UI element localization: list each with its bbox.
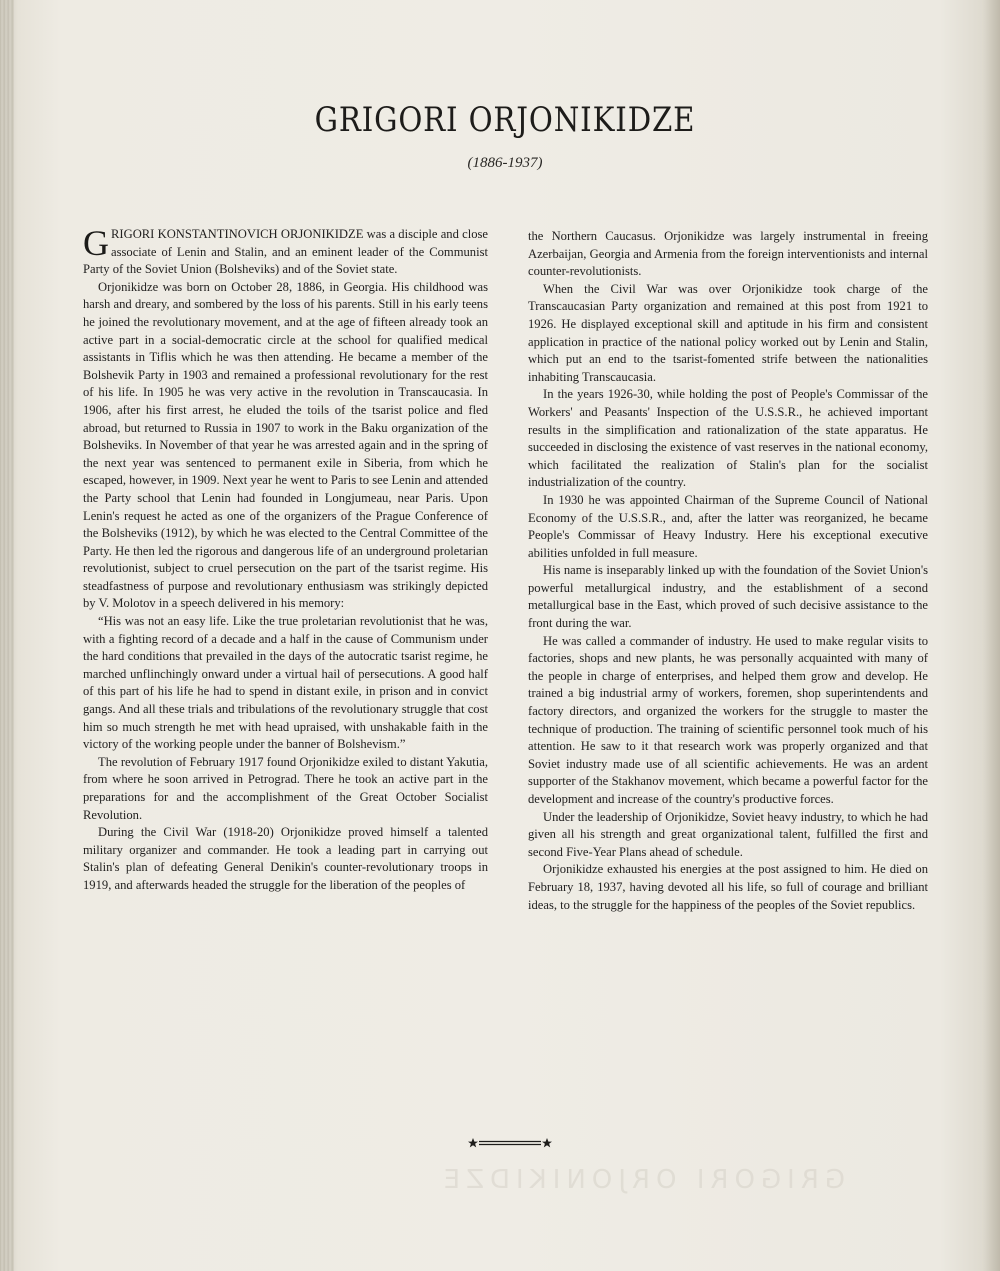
intro-text: RIGORI KONSTANTINOVICH ORJONIKIDZE was a disciple and close associate of Lenin and Stalin, and an eminent leader of the Communist Party of the Soviet Union (Bolsheviks) and of the Soviet state. bbox=[83, 227, 488, 277]
body-paragraph: In the years 1926-30, while holding the post of People's Commissar of the Workers' and Peasants' Inspection of the U.S.S.R., he achieved important results in the simplification and rationalization of the state apparatus. He succeeded in disclosing the existence of vast reserves in the national economy, which facilitated the realization of Stalin's plan for the socialist industrialization of the country. bbox=[528, 387, 928, 490]
body-paragraph: Orjonikidze exhausted his energies at the post assigned to him. He died on February 18, 1937, having devoted all his life, so full of courage and brilliant ideas, to the struggle for the happiness of the peoples of the Soviet republics. bbox=[528, 862, 928, 912]
star-rule-ornament bbox=[468, 1136, 552, 1150]
life-dates: (1886-1937) bbox=[467, 155, 543, 171]
body-paragraph: The revolution of February 1917 found Orjonikidze exiled to distant Yakutia, from where he soon arrived in Petrograd. There he took an active part in the preparations for and the accomplishment of the Great October Socialist Revolution. bbox=[83, 754, 488, 822]
body-paragraph: He was called a commander of industry. He used to make regular visits to factories, shops and new plants, he was personally acquainted with many of the people in charge of enterprises, and helped them grow and develop. He trained a big industrial army of workers, foremen, shop superintendents and factory directors, and organized the workers for the struggle to master the technique of production. The training of scientific personnel took much of his attention. He saw to it that research work was properly organized and that Soviet industry made use of all scientific achievements. He was an ardent supporter of the Stakhanov movement, which became a powerful factor for the development and increase of the country's productive forces. bbox=[528, 633, 928, 806]
bleed-through-text: GRIGORI ORJONIKIDZE bbox=[437, 1165, 845, 1195]
left-column bbox=[83, 223, 488, 895]
right-column bbox=[528, 228, 928, 914]
body-paragraph: During the Civil War (1918-20) Orjonikidze proved himself a talented military organizer and commander. He took a leading part in carrying out Stalin's plan of defeating General Denikin's counter-revolutionary troops in 1919, and afterwards headed the struggle for the liberation of the peoples of bbox=[83, 825, 488, 892]
body-paragraph: In 1930 he was appointed Chairman of the Supreme Council of National Economy of the U.S.S.R., and, after the latter was reorganized, he became People's Commissar of Heavy Industry. Here his exceptional executive abilities unfolded in full measure. bbox=[528, 492, 928, 560]
left-star-icon bbox=[468, 1138, 478, 1147]
page-right-edge bbox=[982, 0, 1000, 1271]
page-title: GRIGORI ORJONIKIDZE bbox=[314, 100, 696, 140]
body-paragraph: His name is inseparably linked up with the foundation of the Soviet Union's powerful metallurgical industry, and the establishment of a second metallurgical base in the East, which proved of such decisive assistance to the front during the war. bbox=[528, 563, 928, 631]
body-paragraph: the Northern Caucasus. Orjonikidze was largely instrumental in freeing Azerbaijan, Georgia and Armenia from the foreign interventionists and internal counter-revolutionists. bbox=[528, 229, 928, 279]
right-star-icon bbox=[542, 1138, 552, 1147]
drop-cap: G bbox=[83, 223, 109, 263]
body-paragraph: Orjonikidze was born on October 28, 1886, in Georgia. His childhood was harsh and dreary, and sombered by the loss of his parents. Still in his early teens he joined the revolutionary movement, and at the age of fifteen already took an active part in a social-democratic circle at the school for qualified medical assistants in Tiflis which he was then attending. He became a member of the Bolshevik Party in 1903 and remained a professional revolutionary for the rest of his life. In 1905 he was very active in the revolution in Transcaucasia. In 1906, after his first arrest, he eluded the toils of the tsarist police and fled abroad, but returned to Russia in 1907 to work in the Baku organization of the Bolsheviks. In November of that year he was arrested again and in the spring of the next year was sentenced to permanent exile in Siberia, from which he escaped, however, in 1909. Next year he went to Paris to see Lenin and attended the Party school that Lenin had founded in Longjumeau, near Paris. Upon Lenin's request he acted as one of the organizers of the Prague Conference of the Bolsheviks (1912), by which he was elected to the Central Committee of the Party. He then led the rigorous and dangerous life of an underground proletarian revolutionist, subject to cruel persecution on the part of the tsarist regime. His steadfastness of purpose and revolutionary enthusiasm was strikingly depicted by V. Molotov in a speech delivered in his memory: bbox=[83, 279, 488, 611]
quote-paragraph: “His was not an easy life. Like the true proletarian revolutionist that he was, with a fighting record of a decade and a half in the cause of Communism under the hard conditions that prevailed in the days of the autocratic tsarist regime, he marched unflinchingly onward under a virtual hail of persecutions. A good half of this part of his life he had to spend in distant exile, in prison and in convict gangs. And all these trials and tribulations of the revolutionary struggle that cost him so much strength he met with head upraised, with unshakable faith in the victory of the working people under the banner of Bolshevism.” bbox=[83, 614, 488, 752]
body-paragraph: When the Civil War was over Orjonikidze took charge of the Transcaucasian Party organization and remained at this post from 1921 to 1926. He displayed exceptional skill and aptitude in his firm and consistent application in practice of the national policy worked out by Lenin and Stalin, which put an end to the tsarist-fomented strife between the nationalities inhabiting Transcaucasia. bbox=[528, 281, 928, 384]
intro-paragraph bbox=[83, 223, 488, 279]
page-binding-edge bbox=[0, 0, 14, 1271]
body-paragraph: Under the leadership of Orjonikidze, Soviet heavy industry, to which he had given all his strength and great organizational talent, fulfilled the first and second Five-Year Plans ahead of schedule. bbox=[528, 809, 928, 859]
